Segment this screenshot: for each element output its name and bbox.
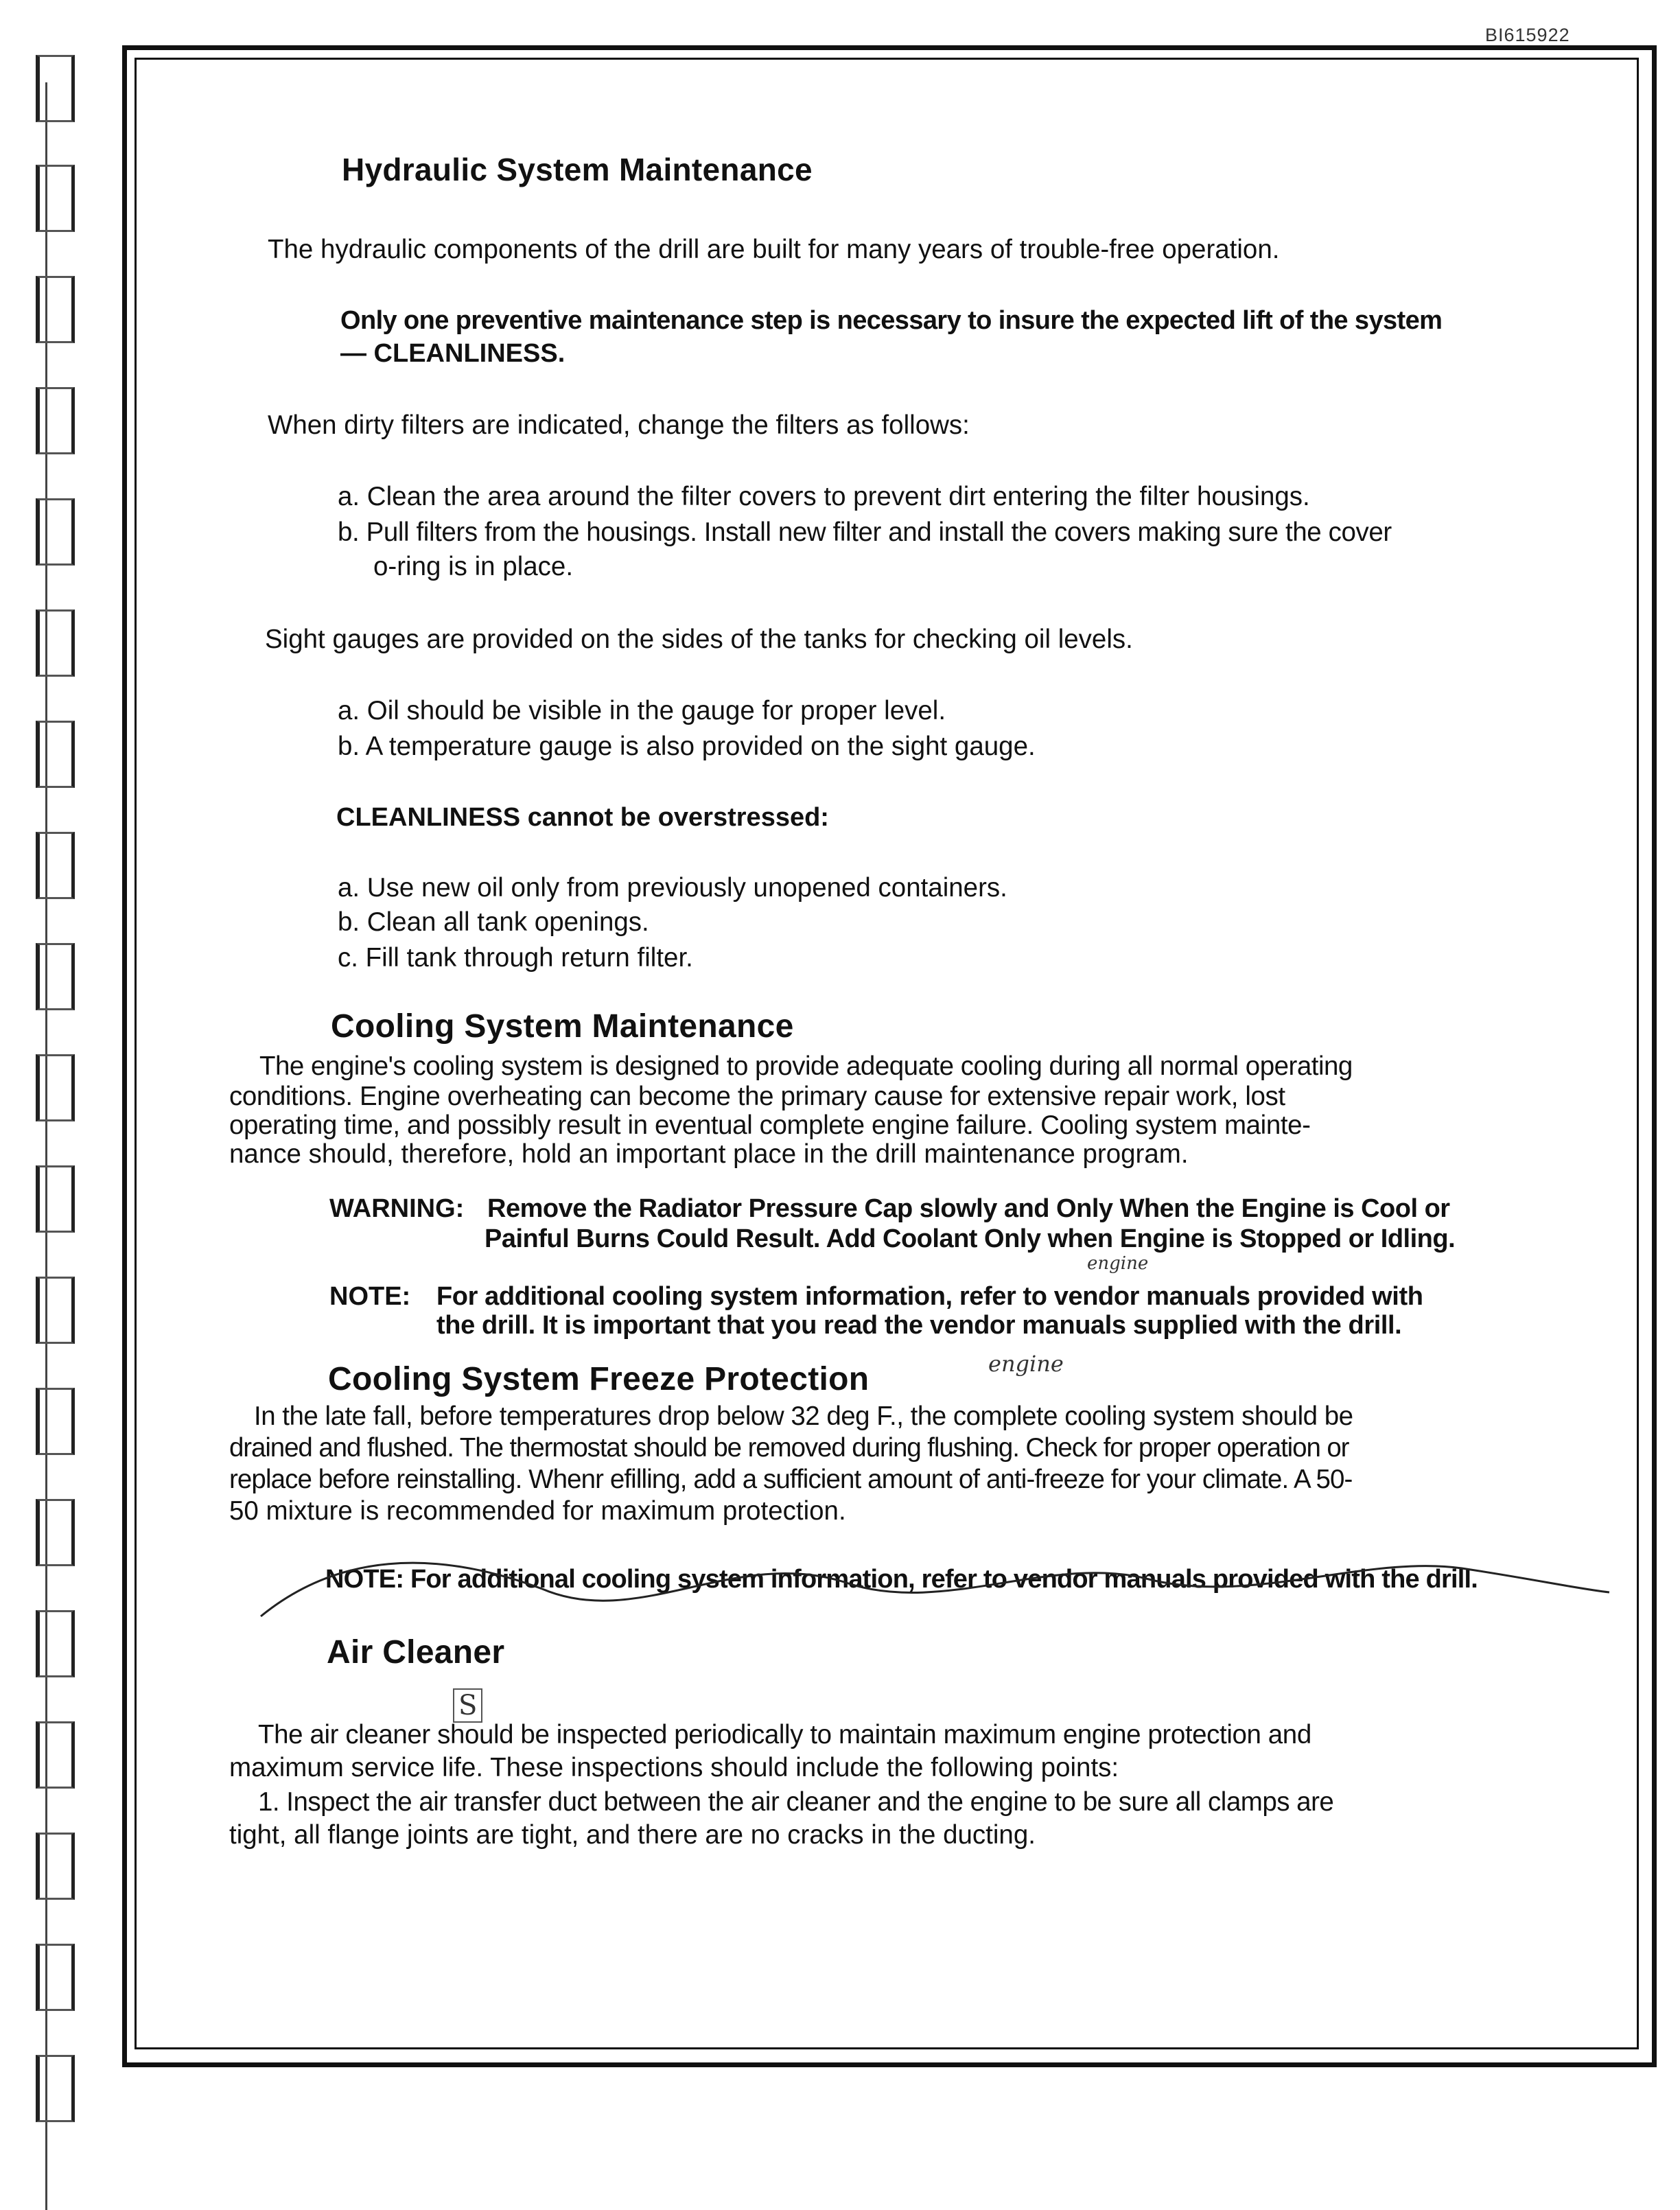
freeze-title: Cooling System Freeze Protection [328,1361,870,1397]
handwritten-engine-note-1: engine [1087,1253,1149,1274]
warning-line2: Painful Burns Could Result. Add Coolant Only when Engine is Stopped or Idling. [485,1224,1456,1253]
filters-step-b: b. Pull filters from the housings. Install new filter and install the covers making sure the cover [338,517,1392,547]
cooling-body-line1: The engine's cooling system is designed to provide adequate cooling during all normal operating [259,1051,1353,1081]
cleanliness-step-c: c. Fill tank through return filter. [338,943,693,973]
binder-hole [36,943,75,1010]
cooling-body-line4: nance should, therefore, hold an important place in the drill maintenance program. [229,1139,1189,1169]
air-cleaner-title: Air Cleaner [327,1634,505,1671]
note-label: NOTE: [329,1282,411,1311]
binder-hole [36,721,75,788]
filters-step-a: a. Clean the area around the filter covers to prevent dirt entering the filter housings. [338,482,1310,511]
binder-hole [36,1165,75,1233]
hydraulic-intro: The hydraulic components of the drill are built for many years of trouble-free operation. [268,235,1280,264]
filters-step-b-cont: o-ring is in place. [373,552,574,581]
binder-hole [36,1054,75,1121]
handwritten-correction-mark: S [453,1688,482,1723]
binder-hole [36,276,75,343]
document-id: BI615922 [1485,25,1570,45]
gauges-intro: Sight gauges are provided on the sides of the tanks for checking oil levels. [265,625,1133,654]
freeze-body-line2: drained and flushed. The thermostat should be removed during flushing. Check for proper operation or [229,1433,1349,1463]
note-line2: the drill. It is important that you read the vendor manuals supplied with the drill. [436,1311,1402,1340]
handwritten-engine-note-2: engine [988,1351,1064,1377]
gauges-step-b: b. A temperature gauge is also provided on the sight gauge. [338,732,1036,761]
air-cleaner-item1-cont: tight, all flange joints are tight, and there are no cracks in the ducting. [229,1820,1036,1850]
freeze-body-line1: In the late fall, before temperatures drop below 32 deg F., the complete cooling system should be [254,1401,1353,1431]
freeze-body-line3: replace before reinstalling. Whenr efilling, add a sufficient amount of anti-freeze for your climate. A 50- [229,1465,1353,1494]
warning-label: WARNING: [329,1194,465,1223]
cooling-title: Cooling System Maintenance [331,1008,794,1045]
warning-line1: Remove the Radiator Pressure Cap slowly and Only When the Engine is Cool or [487,1194,1450,1223]
binder-hole [36,609,75,677]
binder-hole [36,1721,75,1789]
cleanliness-heading: CLEANLINESS cannot be overstressed: [336,803,829,832]
binder-hole [36,1833,75,1900]
binder-hole [36,55,75,122]
binder-hole [36,2055,75,2122]
binder-hole [36,498,75,566]
binder-hole [36,1944,75,2011]
air-cleaner-item1: 1. Inspect the air transfer duct between the air cleaner and the engine to be sure all clamps are [258,1787,1334,1817]
cleanliness-step-a: a. Use new oil only from previously unopened containers. [338,873,1007,903]
binder-hole [36,165,75,232]
cleanliness-step-b: b. Clean all tank openings. [338,907,649,937]
binder-hole [36,832,75,899]
air-cleaner-body-line1: The air cleaner should be inspected periodically to maintain maximum engine protection and [258,1720,1311,1749]
freeze-body-line4: 50 mixture is recommended for maximum protection. [229,1496,846,1526]
binder-hole [36,1610,75,1677]
freeze-note-struck: NOTE: For additional cooling system information, refer to vendor manuals provided with the drill. [325,1565,1478,1594]
cooling-body-line2: conditions. Engine overheating can become the primary cause for extensive repair work, lost [229,1082,1285,1111]
binder-hole [36,1277,75,1344]
cooling-body-line3: operating time, and possibly result in eventual complete engine failure. Cooling system mainte- [229,1110,1311,1140]
hydraulic-emphasis-line2: — CLEANLINESS. [340,339,565,368]
hydraulic-emphasis-line1: Only one preventive maintenance step is necessary to insure the expected lift of the system [340,306,1443,335]
hydraulic-title: Hydraulic System Maintenance [342,152,813,187]
strikeout-scribble [254,1541,1613,1644]
filters-intro: When dirty filters are indicated, change the filters as follows: [268,410,970,440]
binder-hole [36,1388,75,1455]
binder-hole [36,1499,75,1566]
air-cleaner-body-line2: maximum service life. These inspections should include the following points: [229,1753,1119,1782]
binder-hole [36,387,75,454]
note-line1: For additional cooling system information, refer to vendor manuals provided with [436,1282,1423,1311]
gauges-step-a: a. Oil should be visible in the gauge for proper level. [338,696,946,725]
